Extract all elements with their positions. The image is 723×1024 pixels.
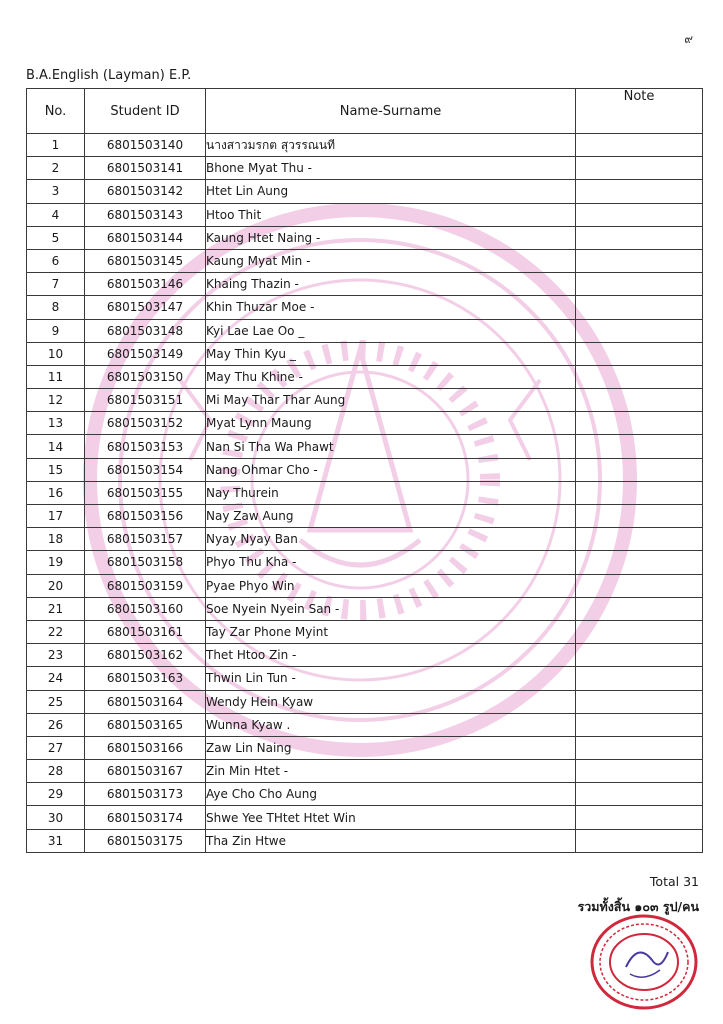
cell-student-id: 6801503145 (85, 249, 206, 272)
cell-name: Nay Zaw Aung (206, 505, 576, 528)
cell-no: 15 (27, 458, 85, 481)
cell-no: 21 (27, 597, 85, 620)
cell-note (576, 690, 703, 713)
header-note: Note (576, 89, 703, 134)
cell-name: Nyay Nyay Ban (206, 528, 576, 551)
cell-student-id: 6801503165 (85, 713, 206, 736)
cell-name: Kaung Myat Min - (206, 249, 576, 272)
cell-student-id: 6801503143 (85, 203, 206, 226)
cell-name: Thet Htoo Zin - (206, 644, 576, 667)
cell-student-id: 6801503160 (85, 597, 206, 620)
cell-no: 26 (27, 713, 85, 736)
cell-name: Thwin Lin Tun - (206, 667, 576, 690)
cell-name: Htet Lin Aung (206, 180, 576, 203)
cell-student-id: 6801503141 (85, 157, 206, 180)
cell-note (576, 226, 703, 249)
cell-student-id: 6801503155 (85, 481, 206, 504)
table-row (27, 319, 703, 342)
table-header-row (27, 89, 703, 134)
cell-student-id: 6801503157 (85, 528, 206, 551)
cell-note (576, 644, 703, 667)
cell-no: 10 (27, 342, 85, 365)
cell-no: 7 (27, 273, 85, 296)
cell-no: 6 (27, 249, 85, 272)
table-body (27, 134, 703, 853)
cell-student-id: 6801503156 (85, 505, 206, 528)
cell-note (576, 435, 703, 458)
cell-no: 25 (27, 690, 85, 713)
cell-note (576, 620, 703, 643)
cell-student-id: 6801503163 (85, 667, 206, 690)
table-row (27, 760, 703, 783)
header-student-id: Student ID (85, 89, 206, 134)
cell-no: 18 (27, 528, 85, 551)
table-row (27, 342, 703, 365)
table-row (27, 134, 703, 157)
table-row (27, 736, 703, 759)
cell-no: 12 (27, 389, 85, 412)
program-title: B.A.English (Layman) E.P. (26, 68, 192, 83)
cell-note (576, 783, 703, 806)
cell-no: 31 (27, 829, 85, 852)
cell-no: 17 (27, 505, 85, 528)
cell-name: Khin Thuzar Moe - (206, 296, 576, 319)
cell-no: 1 (27, 134, 85, 157)
cell-name: Phyo Thu Kha - (206, 551, 576, 574)
cell-name: นางสาวมรกต สุวรรณนที (206, 134, 576, 157)
cell-no: 30 (27, 806, 85, 829)
table-row (27, 505, 703, 528)
cell-note (576, 389, 703, 412)
cell-note (576, 203, 703, 226)
table-row (27, 458, 703, 481)
table-row (27, 713, 703, 736)
cell-student-id: 6801503162 (85, 644, 206, 667)
cell-no: 4 (27, 203, 85, 226)
table-row (27, 249, 703, 272)
table-row (27, 829, 703, 852)
official-seal-icon (588, 912, 700, 1012)
cell-name: Mi May Thar Thar Aung (206, 389, 576, 412)
cell-note (576, 273, 703, 296)
table-row (27, 481, 703, 504)
cell-student-id: 6801503166 (85, 736, 206, 759)
cell-note (576, 829, 703, 852)
cell-student-id: 6801503149 (85, 342, 206, 365)
table-row (27, 273, 703, 296)
cell-no: 27 (27, 736, 85, 759)
cell-name: Nang Ohmar Cho - (206, 458, 576, 481)
cell-note (576, 667, 703, 690)
table-row (27, 296, 703, 319)
header-no: No. (27, 89, 85, 134)
table-row (27, 620, 703, 643)
thai-total-count: รวมทั้งสิ้น ๑๐๓ รูป/คน (577, 899, 699, 914)
cell-no: 2 (27, 157, 85, 180)
cell-note (576, 134, 703, 157)
cell-no: 14 (27, 435, 85, 458)
cell-note (576, 736, 703, 759)
cell-name: Wunna Kyaw . (206, 713, 576, 736)
table-row (27, 435, 703, 458)
cell-note (576, 296, 703, 319)
table-row (27, 365, 703, 388)
cell-note (576, 597, 703, 620)
cell-student-id: 6801503154 (85, 458, 206, 481)
cell-note (576, 574, 703, 597)
cell-no: 16 (27, 481, 85, 504)
cell-name: Tha Zin Htwe (206, 829, 576, 852)
cell-no: 19 (27, 551, 85, 574)
cell-name: Zin Min Htet - (206, 760, 576, 783)
table-row (27, 226, 703, 249)
cell-no: 28 (27, 760, 85, 783)
cell-note (576, 249, 703, 272)
cell-student-id: 6801503150 (85, 365, 206, 388)
cell-name: Kyi Lae Lae Oo _ (206, 319, 576, 342)
cell-student-id: 6801503164 (85, 690, 206, 713)
student-roster-table (26, 88, 703, 853)
cell-name: Aye Cho Cho Aung (206, 783, 576, 806)
cell-name: Htoo Thit (206, 203, 576, 226)
cell-name: May Thu Khine - (206, 365, 576, 388)
cell-note (576, 505, 703, 528)
table-row (27, 667, 703, 690)
total-count: Total 31 (649, 874, 699, 889)
cell-student-id: 6801503158 (85, 551, 206, 574)
cell-name: May Thin Kyu _ (206, 342, 576, 365)
table-row (27, 806, 703, 829)
cell-note (576, 481, 703, 504)
cell-student-id: 6801503161 (85, 620, 206, 643)
cell-student-id: 6801503173 (85, 783, 206, 806)
cell-no: 20 (27, 574, 85, 597)
cell-note (576, 342, 703, 365)
cell-student-id: 6801503147 (85, 296, 206, 319)
cell-note (576, 157, 703, 180)
cell-note (576, 806, 703, 829)
cell-no: 23 (27, 644, 85, 667)
cell-name: Myat Lynn Maung (206, 412, 576, 435)
cell-name: Wendy Hein Kyaw (206, 690, 576, 713)
cell-student-id: 6801503153 (85, 435, 206, 458)
cell-name: Kaung Htet Naing - (206, 226, 576, 249)
cell-no: 11 (27, 365, 85, 388)
cell-note (576, 180, 703, 203)
table-row (27, 157, 703, 180)
cell-note (576, 551, 703, 574)
cell-note (576, 458, 703, 481)
table-row (27, 690, 703, 713)
cell-name: Shwe Yee THtet Htet Win (206, 806, 576, 829)
table-row (27, 574, 703, 597)
cell-student-id: 6801503174 (85, 806, 206, 829)
cell-student-id: 6801503140 (85, 134, 206, 157)
cell-name: Nan Si Tha Wa Phawt (206, 435, 576, 458)
cell-note (576, 760, 703, 783)
cell-no: 9 (27, 319, 85, 342)
table-row (27, 783, 703, 806)
cell-student-id: 6801503144 (85, 226, 206, 249)
cell-name: Soe Nyein Nyein San - (206, 597, 576, 620)
cell-student-id: 6801503167 (85, 760, 206, 783)
cell-name: Pyae Phyo Win (206, 574, 576, 597)
cell-name: Tay Zar Phone Myint (206, 620, 576, 643)
cell-no: 22 (27, 620, 85, 643)
cell-note (576, 365, 703, 388)
cell-no: 29 (27, 783, 85, 806)
cell-note (576, 713, 703, 736)
cell-name: Khaing Thazin - (206, 273, 576, 296)
cell-student-id: 6801503159 (85, 574, 206, 597)
cell-student-id: 6801503148 (85, 319, 206, 342)
table-row (27, 644, 703, 667)
cell-student-id: 6801503151 (85, 389, 206, 412)
cell-student-id: 6801503152 (85, 412, 206, 435)
cell-no: 5 (27, 226, 85, 249)
cell-name: Zaw Lin Naing (206, 736, 576, 759)
cell-note (576, 412, 703, 435)
cell-student-id: 6801503146 (85, 273, 206, 296)
cell-note (576, 528, 703, 551)
table-row (27, 389, 703, 412)
cell-student-id: 6801503142 (85, 180, 206, 203)
table-row (27, 180, 703, 203)
table-row (27, 551, 703, 574)
cell-no: 8 (27, 296, 85, 319)
table-row (27, 412, 703, 435)
page-number: ๙ (684, 32, 693, 46)
cell-note (576, 319, 703, 342)
table-row (27, 597, 703, 620)
cell-no: 24 (27, 667, 85, 690)
cell-name: Nay Thurein (206, 481, 576, 504)
header-name-surname: Name-Surname (206, 89, 576, 134)
table-row (27, 528, 703, 551)
cell-student-id: 6801503175 (85, 829, 206, 852)
cell-no: 3 (27, 180, 85, 203)
table-row (27, 203, 703, 226)
cell-name: Bhone Myat Thu - (206, 157, 576, 180)
cell-no: 13 (27, 412, 85, 435)
